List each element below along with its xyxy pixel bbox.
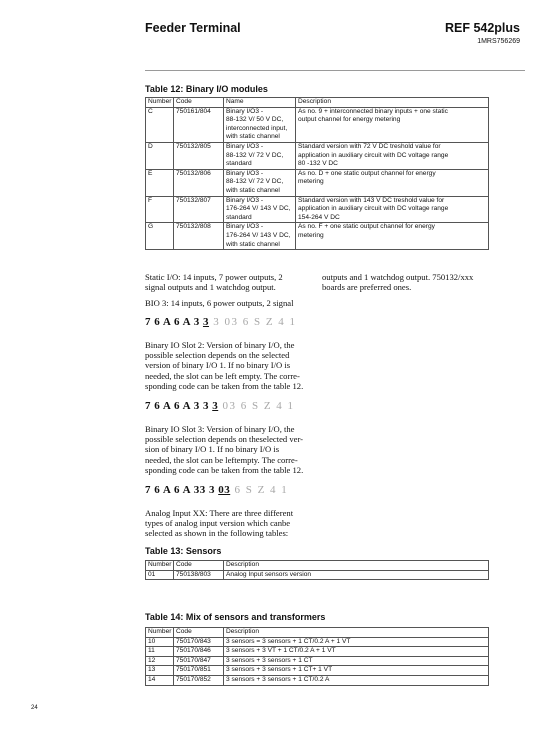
table-row bbox=[146, 675, 489, 685]
column-header: Description bbox=[224, 561, 489, 571]
column-header: Description bbox=[296, 98, 489, 108]
code-part: 7 6 A 6 A 3 3 bbox=[145, 400, 213, 412]
table-cell: As no. D + one static output channel for energy metering bbox=[296, 169, 489, 196]
table-cell: Binary I/O3 - 88-132 V/ 72 V DC, with static channel bbox=[224, 169, 296, 196]
table-row bbox=[146, 142, 489, 169]
table14-caption: Table 14: Mix of sensors and transformers bbox=[145, 612, 326, 622]
table-cell: 3 sensors + 3 sensors + 1 CT/0.2 A bbox=[224, 675, 489, 685]
table-cell: 750170/852 bbox=[174, 675, 224, 685]
table-cell: 750170/847 bbox=[174, 656, 224, 666]
table-cell: Binary I/O3 - 176-264 V/ 143 V DC, with static channel bbox=[224, 223, 296, 250]
table-header-row bbox=[146, 561, 489, 571]
table-cell: C bbox=[146, 107, 174, 142]
binary-io-table bbox=[145, 97, 489, 250]
static-io-text-right: outputs and 1 watchdog output. 750132/xxx boards are preferred ones. bbox=[322, 272, 474, 293]
table-cell: 750161/804 bbox=[174, 107, 224, 142]
table-cell: 3 sensors + 3 sensors + 1 CT+ 1 VT bbox=[224, 666, 489, 676]
table-cell: 750132/805 bbox=[174, 142, 224, 169]
product-name: REF 542plus bbox=[444, 21, 520, 35]
table-cell: Standard version with 143 V DC treshold value for application in auxiliary circuit with DC voltage range 154-264 V DC bbox=[296, 196, 489, 223]
table-cell: 3 sensors + 3 sensors + 1 CT bbox=[224, 656, 489, 666]
code-highlight: 03 bbox=[218, 484, 231, 496]
order-code-3 bbox=[145, 484, 288, 496]
table-cell: 750132/806 bbox=[174, 169, 224, 196]
table-cell: Binary I/O3 - 88-132 V/ 50 V DC, interconnected input, with static channel bbox=[224, 107, 296, 142]
table-cell: F bbox=[146, 196, 174, 223]
document-title: Feeder Terminal bbox=[145, 21, 241, 35]
static-io-text-left: Static I/O: 14 inputs, 7 power outputs, 2 signal outputs and 1 watchdog output. bbox=[145, 272, 283, 293]
table-row bbox=[146, 223, 489, 250]
table-cell: 750132/807 bbox=[174, 196, 224, 223]
table13-caption: Table 13: Sensors bbox=[145, 546, 222, 556]
code-highlight: 3 bbox=[212, 400, 219, 412]
table-cell: Binary I/O3 - 176-264 V/ 143 V DC, standard bbox=[224, 196, 296, 223]
order-code-2 bbox=[145, 400, 295, 412]
table-cell: 12 bbox=[146, 656, 174, 666]
table-header-row bbox=[146, 628, 489, 638]
header-divider bbox=[145, 70, 525, 71]
code-rest: 3 03 6 S Z 4 1 bbox=[208, 316, 297, 328]
table-cell: 750170/846 bbox=[174, 647, 224, 657]
column-header: Number bbox=[146, 628, 174, 638]
code-rest: 03 6 S Z 4 1 bbox=[218, 400, 295, 412]
table12-caption: Table 12: Binary I/O modules bbox=[145, 84, 268, 94]
column-header: Code bbox=[174, 561, 224, 571]
sensors-table bbox=[145, 560, 489, 580]
table-cell: 14 bbox=[146, 675, 174, 685]
table-cell: E bbox=[146, 169, 174, 196]
table-cell: Standard version with 72 V DC treshold value for application in auxiliary circuit with DC voltage range 80 -132 V DC bbox=[296, 142, 489, 169]
analog-input-text: Analog Input XX: There are three different types of analog input version which canbe selected as shown in the following tables: bbox=[145, 508, 294, 539]
table-cell: 3 sensors = 3 sensors + 1 CT/0.2 A + 1 VT bbox=[224, 637, 489, 647]
table-row bbox=[146, 169, 489, 196]
table-cell: 750170/851 bbox=[174, 666, 224, 676]
table-row bbox=[146, 647, 489, 657]
table-cell: 3 sensors + 3 VT + 1 CT/0.2 A + 1 VT bbox=[224, 647, 489, 657]
table-row bbox=[146, 656, 489, 666]
page-number: 24 bbox=[31, 705, 38, 711]
column-header: Number bbox=[146, 561, 174, 571]
table-cell: 13 bbox=[146, 666, 174, 676]
column-header: Number bbox=[146, 98, 174, 108]
table-cell: G bbox=[146, 223, 174, 250]
code-part: 7 6 A 6 A 33 3 bbox=[145, 484, 219, 496]
document-code: 1MRS756269 bbox=[477, 38, 520, 45]
table-cell: Binary I/O3 - 88-132 V/ 72 V DC, standard bbox=[224, 142, 296, 169]
column-header: Description bbox=[224, 628, 489, 638]
table-row bbox=[146, 107, 489, 142]
table-cell: Analog Input sensors version bbox=[224, 570, 489, 580]
table-row bbox=[146, 196, 489, 223]
bio3-text: BIO 3: 14 inputs, 6 power outputs, 2 signal bbox=[145, 298, 294, 308]
column-header: Name bbox=[224, 98, 296, 108]
mix-table bbox=[145, 627, 489, 686]
table-row bbox=[146, 570, 489, 580]
slot2-text: Binary IO Slot 2: Version of binary I/O, the possible selection depends on the selected version of binary I/O 1. If no binary I/O is needed, the slot can be left empty. The corre- sponding code can be taken from the table 12. bbox=[145, 340, 304, 391]
code-rest: 6 S Z 4 1 bbox=[230, 484, 289, 496]
table-cell: 750170/843 bbox=[174, 637, 224, 647]
table-cell: 01 bbox=[146, 570, 174, 580]
table-cell: D bbox=[146, 142, 174, 169]
order-code-1 bbox=[145, 316, 297, 328]
slot3-text: Binary IO Slot 3: Version of binary I/O, the possible selection depends on theselected ver- sion of binary I/O 1. If no binary I/O is needed, the slot can be leftempty. The corre- sponding code can be taken from the table 12. bbox=[145, 424, 304, 475]
table-header-row bbox=[146, 98, 489, 108]
table-cell: 750132/808 bbox=[174, 223, 224, 250]
column-header: Code bbox=[174, 98, 224, 108]
code-part: 7 6 A 6 A 3 bbox=[145, 316, 203, 328]
table-cell: 750138/803 bbox=[174, 570, 224, 580]
table-cell: 10 bbox=[146, 637, 174, 647]
code-highlight: 3 bbox=[202, 316, 209, 328]
table-cell: 11 bbox=[146, 647, 174, 657]
column-header: Code bbox=[174, 628, 224, 638]
table-cell: As no. F + one static output channel for energy metering bbox=[296, 223, 489, 250]
table-row bbox=[146, 637, 489, 647]
table-row bbox=[146, 666, 489, 676]
table-cell: As no. 9 + interconnected binary inputs + one static output channel for energy metering bbox=[296, 107, 489, 142]
